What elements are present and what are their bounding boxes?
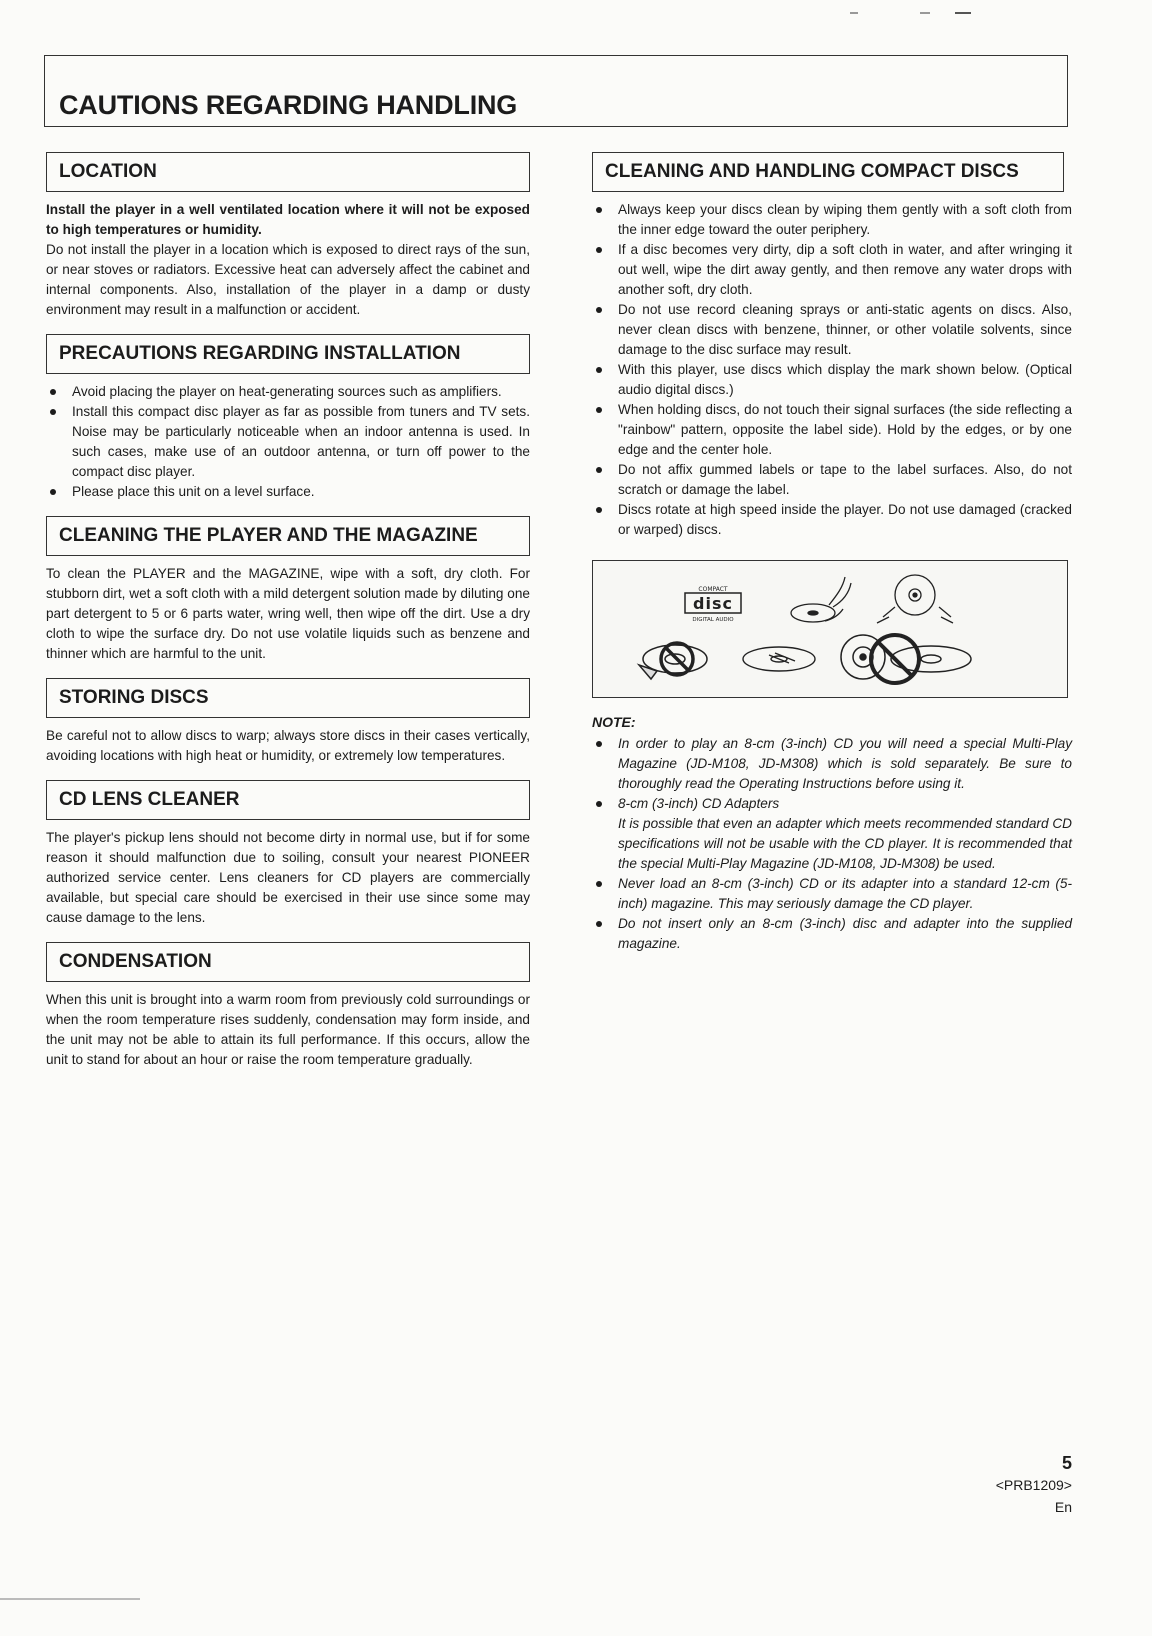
section-heading: CLEANING THE PLAYER AND THE MAGAZINE <box>46 516 530 556</box>
section-discs <box>592 152 1072 954</box>
disc-handling-figure <box>592 560 1068 698</box>
note-item-text: 8-cm (3-inch) CD Adapters It is possible that even an adapter which meets recommended standard CD specifications will not be usable with the CD player. It is recommended that the special Multi-Play Magazine (JD-M108, JD-M308) be used. <box>618 796 1072 871</box>
bullet-icon <box>50 489 56 495</box>
scan-speck <box>850 12 858 14</box>
hands-holding-disc-icon <box>877 575 953 623</box>
list-item-text: Please place this unit on a level surface. <box>72 484 315 499</box>
list-item-text: Do not use record cleaning sprays or anti-static agents on discs. Also, never clean discs with benzene, thinner, or other volatile solvents, since damage to the disc surface may result. <box>618 302 1072 357</box>
title-box <box>44 55 1068 127</box>
section-heading: CLEANING AND HANDLING COMPACT DISCS <box>592 152 1064 192</box>
body-text: The player's pickup lens should not become dirty in normal use, but if for some reason it should malfunction due to soiling, consult your nearest PIONEER authorized service center. Lens cleaners for CD players are commercially available, but special care should be exercised in their use since some may cause damage to the lens. <box>46 830 530 925</box>
list-item-text: Discs rotate at high speed inside the player. Do not use damaged (cracked or warped) discs. <box>618 502 1072 537</box>
bullet-icon <box>50 409 56 415</box>
list-item-text: Install this compact disc player as far as possible from tuners and TV sets. Noise may be particularly noticeable when an indoor antenna is used. In such cases, make use of an outdoor antenna, or turn off power to the compact disc player. <box>72 404 530 479</box>
scan-speck <box>0 1598 140 1600</box>
page-number: 5 <box>1061 1453 1072 1473</box>
list-item-text: Do not affix gummed labels or tape to the label surfaces. Also, do not scratch or damage the label. <box>618 462 1072 497</box>
list-item-text: If a disc becomes very dirty, dip a soft cloth in water, and after wringing it out well, wipe the dirt away gently, and then remove any water drops with another soft, dry cloth. <box>618 242 1072 297</box>
bullet-icon <box>596 741 602 747</box>
scan-speck <box>955 12 971 14</box>
list-item <box>592 400 1072 460</box>
section-lens <box>46 780 530 928</box>
section-heading: CONDENSATION <box>46 942 530 982</box>
section-heading: PRECAUTIONS REGARDING INSTALLATION <box>46 334 530 374</box>
bullet-icon <box>596 307 602 313</box>
body-text: To clean the PLAYER and the MAGAZINE, wipe with a soft, dry cloth. For stubborn dirt, wet a soft cloth with a mild detergent solution made by diluting one part detergent to 5 or 6 parts water, wring well, then wipe off the dirt. Use a dry cloth to wipe the surface dry. Do not use volatile liquids such as benzene and thinner which are harmful to the unit. <box>46 566 530 661</box>
list-item-text: Avoid placing the player on heat-generating sources such as amplifiers. <box>72 384 502 399</box>
bullet-icon <box>596 801 602 807</box>
note-item-text: In order to play an 8-cm (3-inch) CD you will need a special Multi-Play Magazine (JD-M108, JD-M308) which is sold separately. Be sure to thoroughly read the Operating Instructions before using it. <box>618 736 1072 791</box>
svg-text:DIGITAL AUDIO: DIGITAL AUDIO <box>692 617 734 623</box>
bullet-icon <box>596 367 602 373</box>
disc-wipe-icon <box>743 647 815 671</box>
note-item-text: Never load an 8-cm (3-inch) CD or its adapter into a standard 12-cm (5-inch) magazine. This may seriously damage the CD player. <box>618 876 1072 911</box>
section-heading: STORING DISCS <box>46 678 530 718</box>
body-text: Do not install the player in a location which is exposed to direct rays of the sun, or near stoves or radiators. Excessive heat can adversely affect the cabinet and internal components. Also, installation of the player in a damp or dusty environment may result in a malfunction or accident. <box>46 242 530 317</box>
bullet-icon <box>596 881 602 887</box>
hand-holding-disc-icon <box>791 577 851 622</box>
note-item-text: Do not insert only an 8-cm (3-inch) disc and adapter into the supplied magazine. <box>618 916 1072 951</box>
note-item <box>592 734 1072 794</box>
section-storing <box>46 678 530 766</box>
bullet-icon <box>596 507 602 513</box>
body-text: Be careful not to allow discs to warp; always store discs in their cases vertically, avoiding locations with high heat or humidity, or extremely low temperatures. <box>46 728 530 763</box>
compact-disc-logo <box>685 586 741 623</box>
lead-text: Install the player in a well ventilated location where it will not be exposed to high temperatures or humidity. <box>46 202 530 237</box>
note-item <box>592 914 1072 954</box>
note-list <box>592 734 1072 954</box>
body-text: When this unit is brought into a warm room from previously cold surroundings or when the room temperature rises suddenly, condensation may form inside, and the unit may not be able to attain its full performance. If this occurs, allow the unit to stand for about an hour or raise the room temperature gradually. <box>46 992 530 1067</box>
right-column <box>592 152 1072 968</box>
bullet-icon <box>596 247 602 253</box>
section-location <box>46 152 530 320</box>
bullet-list <box>592 200 1072 540</box>
left-column <box>46 152 530 1084</box>
svg-text:COMPACT: COMPACT <box>698 586 728 593</box>
section-installation <box>46 334 530 502</box>
bullet-icon <box>596 207 602 213</box>
list-item <box>592 300 1072 360</box>
disc-illustration <box>593 561 1067 697</box>
section-cleaning-player <box>46 516 530 664</box>
list-item <box>46 482 530 502</box>
list-item-text: When holding discs, do not touch their signal surfaces (the side reflecting a "rainbow" pattern, opposite the label side). Hold by the edges, or by one edge and the center hole. <box>618 402 1072 457</box>
scan-speck <box>920 12 930 14</box>
bullet-icon <box>596 921 602 927</box>
section-heading: CD LENS CLEANER <box>46 780 530 820</box>
list-item <box>592 500 1072 540</box>
bullet-list <box>46 382 530 502</box>
page-footer <box>996 1452 1072 1518</box>
list-item-text: Always keep your discs clean by wiping them gently with a soft cloth from the inner edge toward the outer periphery. <box>618 202 1072 237</box>
section-heading: LOCATION <box>46 152 530 192</box>
list-item <box>592 240 1072 300</box>
note-item <box>592 794 1072 874</box>
page-title: CAUTIONS REGARDING HANDLING <box>59 90 518 120</box>
note-label: NOTE: <box>592 714 636 730</box>
list-item <box>592 460 1072 500</box>
bullet-icon <box>50 389 56 395</box>
list-item <box>592 360 1072 400</box>
note-item <box>592 874 1072 914</box>
document-code: <PRB1209> <box>995 1477 1072 1493</box>
language-code: En <box>1054 1499 1072 1515</box>
section-condensation <box>46 942 530 1070</box>
list-item <box>592 200 1072 240</box>
bullet-icon <box>596 467 602 473</box>
list-item <box>46 382 530 402</box>
svg-text:disc: disc <box>693 594 733 613</box>
list-item <box>46 402 530 482</box>
list-item-text: With this player, use discs which display the mark shown below. (Optical audio digital discs.) <box>618 362 1072 397</box>
prohibited-wiping-icon <box>639 643 707 679</box>
bullet-icon <box>596 407 602 413</box>
prohibited-touch-icon <box>841 635 971 683</box>
